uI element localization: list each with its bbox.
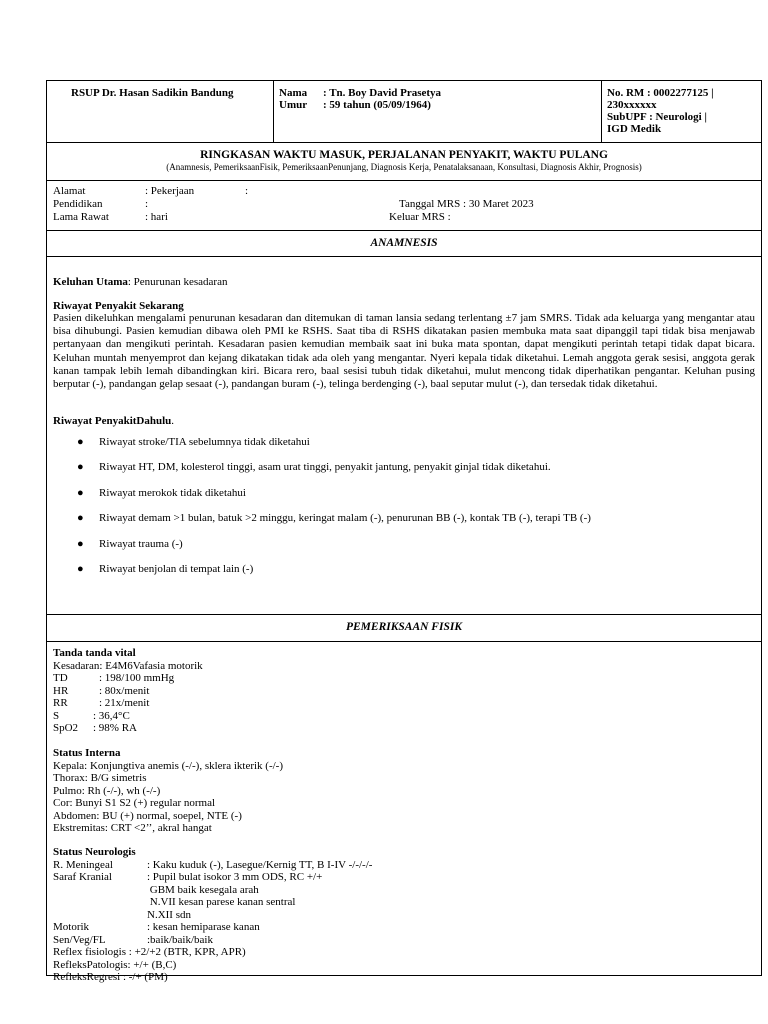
neuro-sensorik: Sen/Veg/FL :baik/baik/baik [53,933,213,946]
vital-rr: RR : 21x/menit [53,697,150,709]
admission-info-row [47,181,761,231]
reflex-patologis: RefleksPatologis: +/+ (B,C) [53,958,177,971]
neuro-gbm: GBM baik kesegala arah [147,883,259,896]
reflex-regresi: RefleksRegresi : -/+ (PM) [53,971,168,983]
interna-pulmo: Pulmo: Rh (-/-), wh (-/-) [53,784,161,797]
pendidikan-label: Pendidikan [53,198,103,210]
interna-cor: Cor: Bunyi S1 S2 (+) regular normal [53,797,216,809]
vital-suhu: S : 36,4°C [53,709,130,722]
vital-title: Tanda tanda vital [53,647,136,659]
keluhan-value: : Penurunan kesadaran [127,276,228,288]
age-label: Umur [279,99,308,111]
bullet-icon: ● [77,436,84,448]
tanggal-mrs: Tanggal MRS : 30 Maret 2023 [399,198,534,210]
lama-rawat-value: : hari [145,211,168,223]
vital-td: TD : 198/100 mmHg [53,672,175,684]
rpd-heading: Riwayat PenyakitDahulu. [53,415,175,427]
fisik-body [47,642,761,983]
bullet-icon: ● [77,512,84,525]
medical-record-form [46,80,762,983]
bullet-icon: ● [77,537,84,550]
interna-thorax: Thorax: B/G simetris [53,772,147,784]
vital-spo2: SpO2 : 98% RA [53,722,137,734]
interna-abdomen: Abdomen: BU (+) normal, soepel, NTE (-) [53,809,242,822]
list-item: ● Riwayat HT, DM, kolesterol tinggi, asam urat tinggi, penyakit jantung, penyakit ginjal tidak diketahui. [77,461,551,474]
list-item: ● Riwayat trauma (-) [77,537,183,550]
bullet-icon: ● [77,486,84,499]
form-title: RINGKASAN WAKTU MASUK, PERJALANAN PENYAKIT, WAKTU PULANG [200,149,608,161]
neuro-title: Status Neurologis [53,846,136,858]
kesadaran: Kesadaran: E4M6Vafasia motorik [53,659,203,672]
rps-title: Riwayat Penyakit Sekarang [53,300,184,312]
header-row [47,81,761,143]
name-label: Nama [279,87,308,99]
bullet-icon: ● [77,461,84,474]
neuro-n12: N.XII sdn [147,908,191,921]
neuro-motorik: Motorik : kesan hemiparase kanan [53,921,260,933]
bullet-icon: ● [77,562,84,575]
name-value: : Tn. Boy David Prasetya [323,87,442,99]
list-item: ● Riwayat benjolan di tempat lain (-) [77,562,254,575]
alamat-value: : Pekerjaan [145,185,195,197]
neuro-kranial: Saraf Kranial : Pupil bulat isokor 3 mm ODS, RC +/+ [53,871,323,883]
anamnesis-title: ANAMNESIS [370,237,438,249]
interna-title: Status Interna [53,747,121,759]
fisik-header [47,615,761,642]
hospital-name: RSUP Dr. Hasan Sadikin Bandung [71,87,234,99]
list-item: ● Riwayat demam >1 bulan, batuk >2 minggu, keringat malam (-), penurunan BB (-), kontak TB (-), terapi TB (-) [77,512,591,525]
form-subtitle: (Anamnesis, PemeriksaanFisik, PemeriksaanPenunjang, Diagnosis Kerja, Penatalaksanaan, Konsultasi, Diagnosis Akhir, Prognosis) [166,162,642,172]
reflex-fisiologis: Reflex fisiologis : +2/+2 (BTR, KPR, APR) [53,946,246,958]
sub-upf: SubUPF : Neurologi | [607,111,707,123]
interna-kepala: Kepala: Konjungtiva anemis (-/-), sklera ikterik (-/-) [53,759,284,772]
list-item: ● Riwayat merokok tidak diketahui [77,486,246,499]
neuro-n7: N.VII kesan parese kanan sentral [147,896,296,908]
rm-number-cont: 230xxxxxx [607,99,657,111]
pekerjaan-colon: : [245,185,249,197]
rpd-list [75,435,591,587]
keluhan-utama [53,276,227,288]
vital-hr: HR : 80x/menit [53,684,150,697]
rpd-title: Riwayat PenyakitDahulu [53,415,172,427]
pendidikan-value: : [145,198,149,210]
neuro-meningeal: R. Meningeal : Kaku kuduk (-), Lasegue/Kernig TT, B I-IV -/-/-/- [53,858,373,871]
lama-rawat-label: Lama Rawat [53,211,109,223]
list-item: ● Riwayat stroke/TIA sebelumnya tidak diketahui [77,436,310,448]
keluhan-label: Keluhan Utama [53,276,128,288]
sub-upf-cont: IGD Medik [607,123,662,135]
rps-text: Pasien dikeluhkan mengalami penurunan kesadaran dan ditemukan di taman lansia sedang terlentang ±7 jam SMRS. Tidak ada keluarga yang mengantar atau bisa dihubungi. Pasien kemudian dibawa oleh PMI ke RSHS. Saat tiba di RSHS dikatakan pasien membuka mata saat dipanggil tapi tidak bisa menjawab pertanyaan dan mengikuti perintah. Kesadaran pasien kemudian membaik saat ini buka mata spontan, dapat mengikuti perintah tetapi tidak dapat bicara. Keluhan muntah menyemprot dan kejang dikatakan tidak ada oleh yang mengantar. Nyeri kepala tidak diketahui. Lemah anggota gerak sesisi, anggota gerak kanan tampak lebih lemah dibandingkan kiri. Bicara rero, baal sesisi tubuh tidak diketahui, mulut mencong tidak diperhatikan pengantar. Keluhan pusing berputar (-), pandangan gelap sesaat (-), pandangan buram (-), telinga berdenging (-), baal seputar mulut (-), dan tersedak tidak diketahui. [53,312,755,391]
age-value: : 59 tahun (05/09/1964) [323,99,431,111]
fisik-title: PEMERIKSAAN FISIK [345,621,462,633]
interna-ekstremitas: Ekstremitas: CRT <2’’, akral hangat [53,822,212,834]
title-row [47,143,761,181]
anamnesis-body [47,257,761,615]
alamat-label: Alamat [53,185,86,197]
keluar-mrs: Keluar MRS : [389,211,451,223]
rm-number: No. RM : 0002277125 | [607,87,714,99]
anamnesis-header [47,231,761,257]
